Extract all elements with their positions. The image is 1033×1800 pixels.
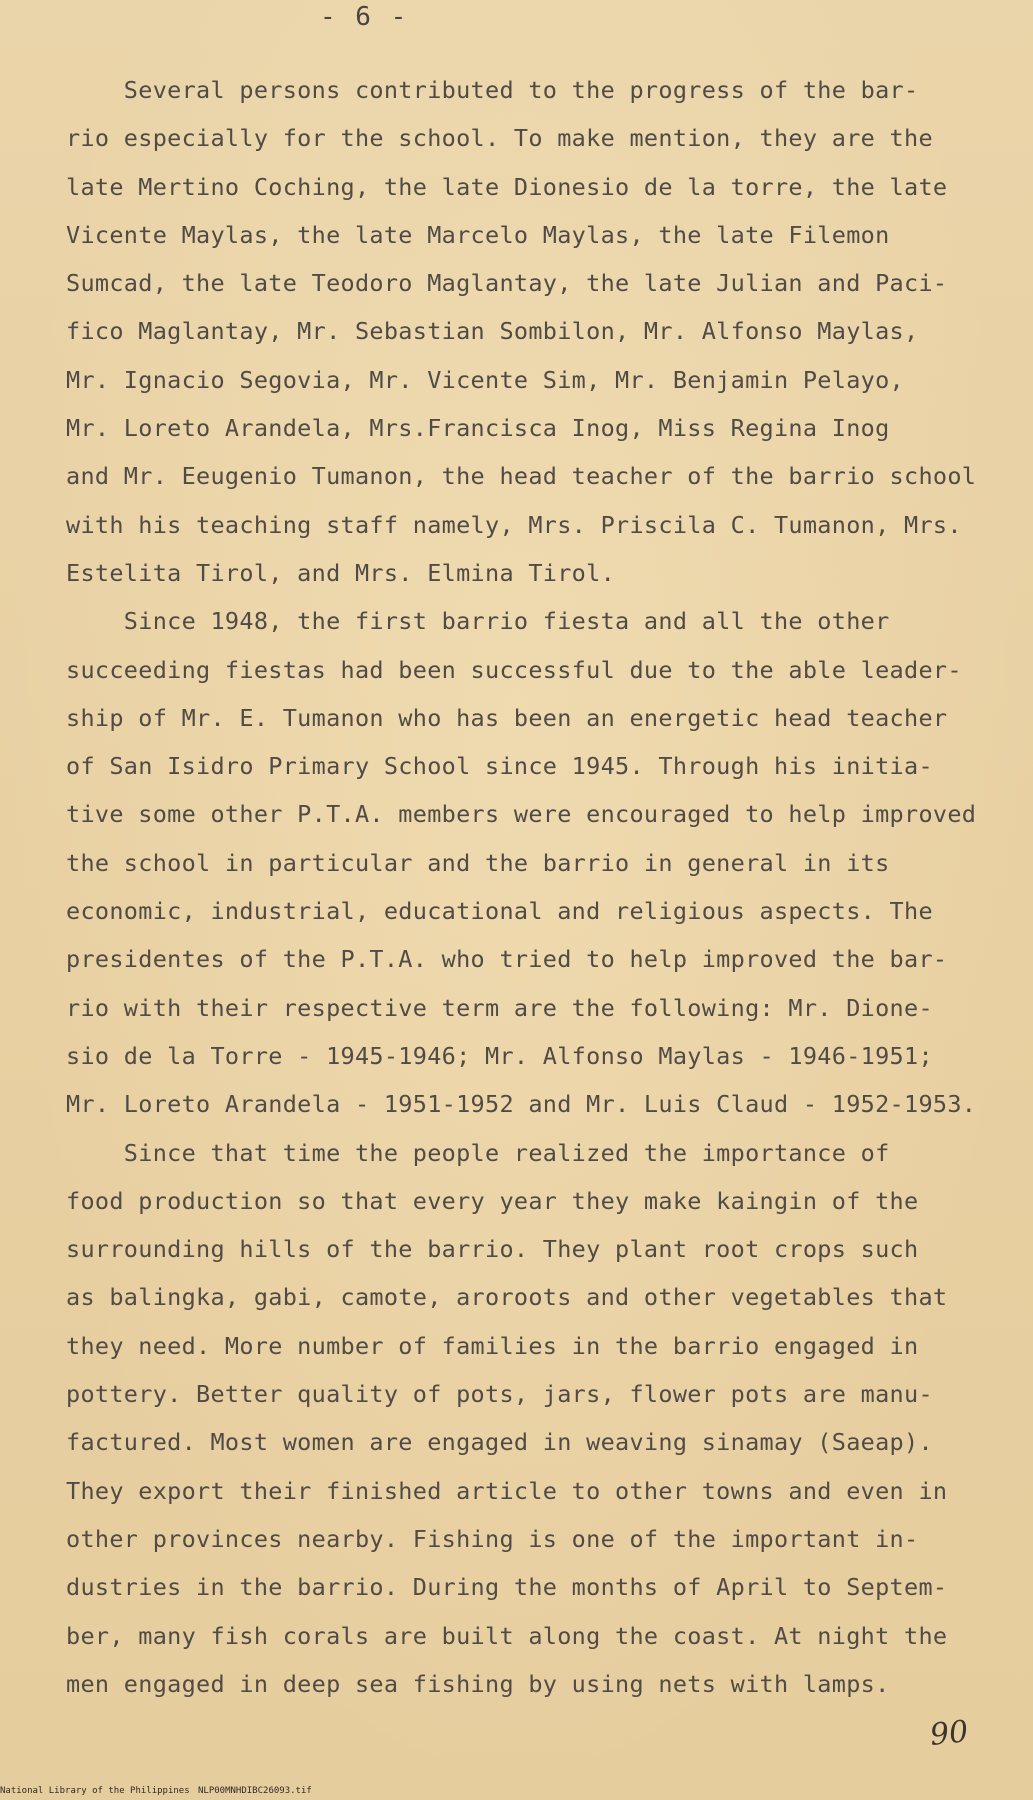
text-line: with his teaching staff namely, Mrs. Priscila C. Tumanon, Mrs. <box>66 510 962 539</box>
text-line: and Mr. Eeugenio Tumanon, the head teacher of the barrio school <box>66 462 977 491</box>
text-line: ber, many fish corals are built along the coast. At night the <box>66 1621 948 1650</box>
text-line: Mr. Loreto Arandela - 1951-1952 and Mr. Luis Claud - 1952-1953. <box>66 1090 977 1119</box>
text-line: men engaged in deep sea fishing by using nets with lamps. <box>66 1669 890 1698</box>
text-line: Since that time the people realized the importance of <box>66 1138 890 1167</box>
footer-file-id: NLP00MNHDIBC26093.tif <box>198 1786 312 1796</box>
text-line: fico Maglantay, Mr. Sebastian Sombilon, Mr. Alfonso Maylas, <box>66 317 919 346</box>
text-line: They export their finished article to other towns and even in <box>66 1476 948 1505</box>
text-line: rio with their respective term are the following: Mr. Dione- <box>66 993 933 1022</box>
text-line: tive some other P.T.A. members were encouraged to help improved <box>66 800 977 829</box>
footer-institution: National Library of the Philippines <box>0 1786 190 1796</box>
page-number: - 6 - <box>320 2 409 32</box>
text-line: rio especially for the school. To make mention, they are the <box>66 124 933 153</box>
text-line: they need. More number of families in the barrio engaged in <box>66 1331 919 1360</box>
text-line: Mr. Ignacio Segovia, Mr. Vicente Sim, Mr. Benjamin Pelayo, <box>66 365 904 394</box>
text-line: factured. Most women are engaged in weaving sinamay (Saeap). <box>66 1428 933 1457</box>
text-line: Mr. Loreto Arandela, Mrs.Francisca Inog, Miss Regina Inog <box>66 414 890 443</box>
text-line: dustries in the barrio. During the months of April to Septem- <box>66 1573 948 1602</box>
handwritten-page-number: 90 <box>928 1714 970 1753</box>
text-line: as balingka, gabi, camote, aroroots and other vegetables that <box>66 1283 948 1312</box>
body-text <box>66 66 1006 1708</box>
text-line: surrounding hills of the barrio. They plant root crops such <box>66 1235 919 1264</box>
text-line: ship of Mr. E. Tumanon who has been an energetic head teacher <box>66 703 948 732</box>
text-line: of San Isidro Primary School since 1945. Through his initia- <box>66 752 933 781</box>
text-line: presidentes of the P.T.A. who tried to help improved the bar- <box>66 945 948 974</box>
text-line: Several persons contributed to the progress of the bar- <box>66 76 919 104</box>
text-line: late Mertino Coching, the late Dionesio de la torre, the late <box>66 172 948 201</box>
text-line: other provinces nearby. Fishing is one of the important in- <box>66 1524 919 1553</box>
text-line: food production so that every year they make kaingin of the <box>66 1186 919 1215</box>
text-line: Since 1948, the first barrio fiesta and all the other <box>66 607 890 636</box>
text-line: sio de la Torre - 1945-1946; Mr. Alfonso Maylas - 1946-1951; <box>66 1041 933 1070</box>
text-line: Estelita Tirol, and Mrs. Elmina Tirol. <box>66 558 616 587</box>
text-line: Sumcad, the late Teodoro Maglantay, the late Julian and Paci- <box>66 269 948 298</box>
text-line: succeeding fiestas had been successful due to the able leader- <box>66 655 962 684</box>
text-line: pottery. Better quality of pots, jars, flower pots are manu- <box>66 1380 933 1409</box>
text-line: economic, industrial, educational and religious aspects. The <box>66 897 933 926</box>
text-line: Vicente Maylas, the late Marcelo Maylas, the late Filemon <box>66 220 890 249</box>
text-line: the school in particular and the barrio in general in its <box>66 848 890 877</box>
